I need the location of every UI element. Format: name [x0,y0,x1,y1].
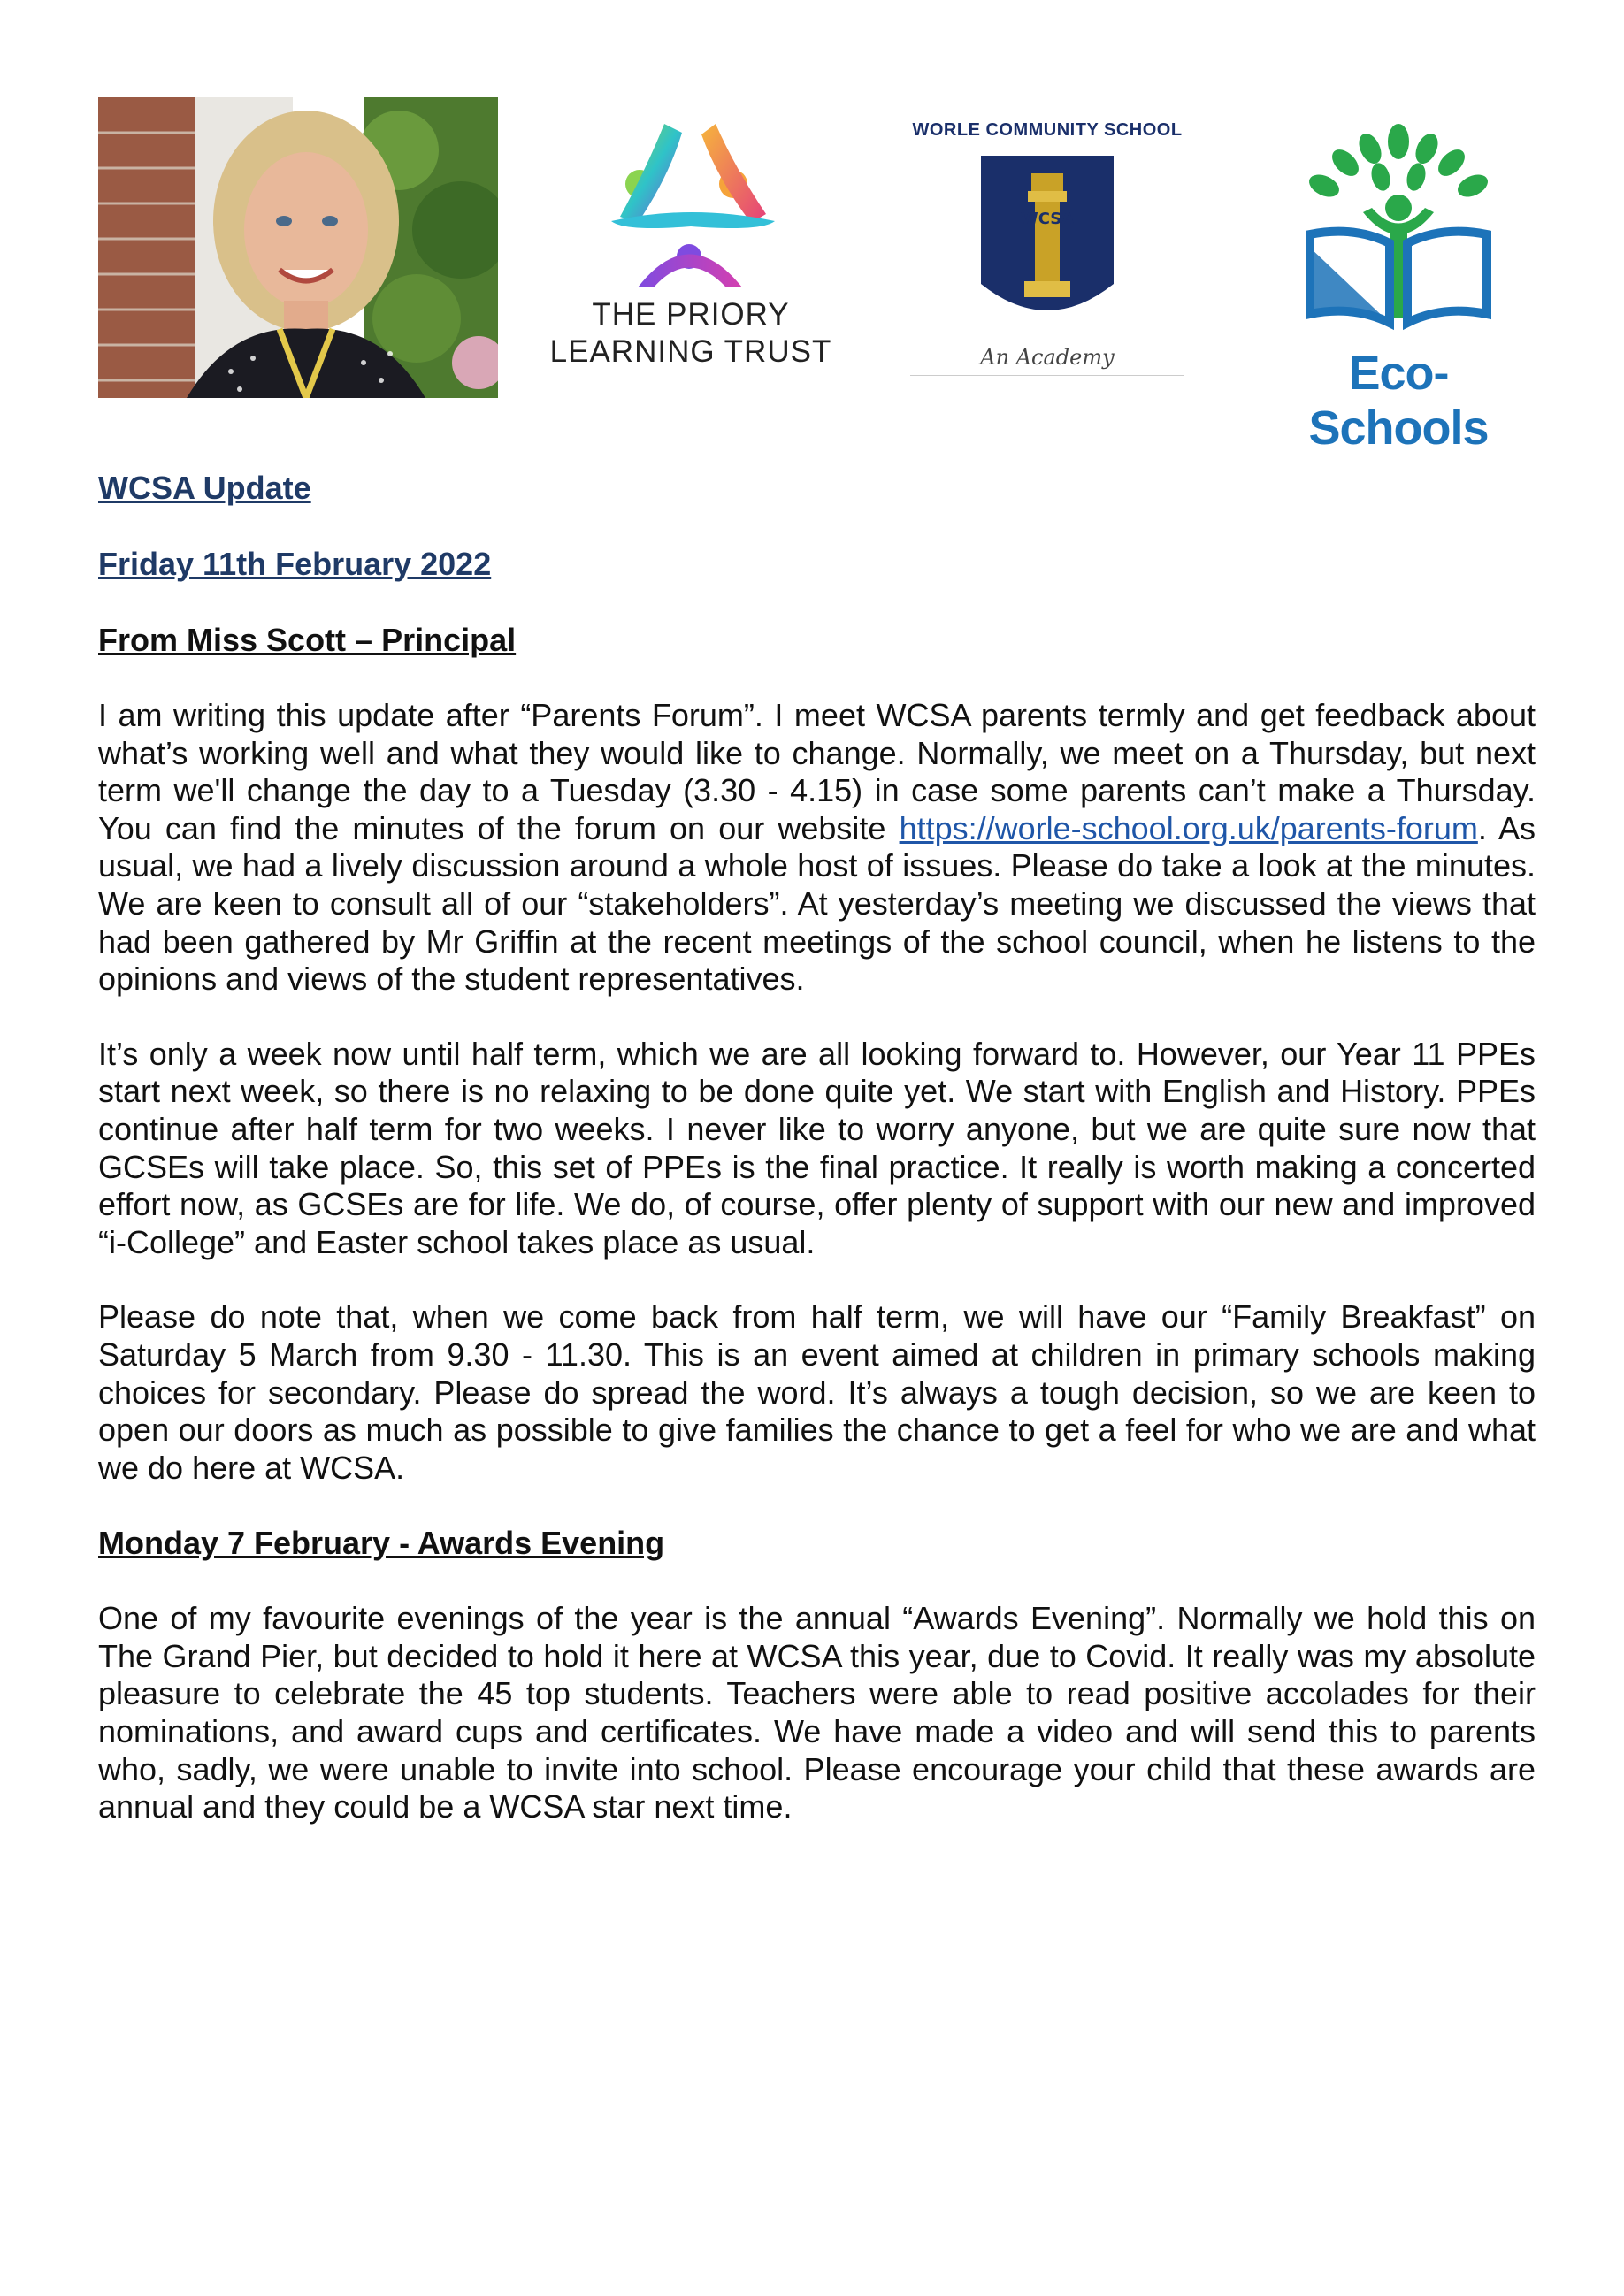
principal-photo [98,97,498,398]
priory-name-line1: THE PRIORY [592,297,790,332]
update-heading: WCSA Update [98,470,311,506]
worle-community-school-logo [901,115,1193,407]
priory-learning-trust-logo [549,115,832,407]
from-principal-heading: From Miss Scott – Principal [98,622,517,658]
p1-text-after-link: . As usual, we had a lively discussion around a whole host of issues. Please do take a look at the minutes. We are keen to consult all of our “stakeholders”. At yesterday’s meeting we discussed the views that had been gathered by Mr Griffin at the recent meetings of the school council, when he listens to the opinions and views of the student representatives. [98,809,1536,998]
p1-text-before-link: I am writing this update after “Parents Forum”. I meet WCSA parents termly and get feedback about what’s working well and what they would like to change. Normally, we meet on a Thursday, but next term we'll change the day to a Tuesday (3.30 - 4.15) in case some parents can’t make a Thursday. You can find the minutes of the forum on our website [98,697,1536,846]
paragraph-half-term-ppes: It’s only a week now until half term, which we are all looking forward to. However, our Year 11 PPEs start next week, so there is no relaxing to be done quite yet. We start with English and History. PPEs continue after half term for two weeks. I never like to worry anyone, but we are quite sure now that GCSEs will take place. So, this set of PPEs is the final practice. It really is worth making a concerted effort now, as GCSEs are for life. We do, of course, offer plenty of support with our new and improved “i-College” and Easter school takes place as usual. [98,1035,1536,1260]
eco-tree-book-icon [1292,124,1505,345]
wcs-divider [910,375,1184,376]
eco-schools-wordmark: Eco-Schools [1308,347,1489,455]
paragraph-parents-forum [98,697,1536,999]
awards-evening-heading: Monday 7 February - Awards Evening [98,1525,665,1562]
parents-forum-link[interactable]: https://worle-school.org.uk/parents-forum [899,809,1478,846]
date-heading: Friday 11th February 2022 [98,546,492,582]
paragraph-awards-evening: One of my favourite evenings of the year is the annual “Awards Evening”. Normally we hold this on The Grand Pier, but decided to hold it here at WCSA this year, due to Covid. It really was my absolute pleasure to celebrate the 45 top students. Teachers were able to read positive accolades for their nominations, and award cups and certificates. We have made a video and will send this to parents who, sadly, we were unable to invite into school. Please encourage your child that these awards are annual and they could be a WCSA star next time. [98,1600,1536,1825]
priory-name-line2: LEARNING TRUST [549,334,832,369]
wcs-tagline: An Academy [980,345,1115,370]
priory-figure-icon [585,115,797,292]
wcs-shield-letter-w: WCSA [1020,210,1075,228]
paragraph-family-breakfast: Please do note that, when we come back from half term, we will have our “Family Breakfast” on Saturday 5 March from 9.30 - 11.30. This is an event aimed at children in primary schools making choices for secondary. Please do spread the word. It’s always a tough decision, so we are keen to open our doors as much as possible to give families the chance to get a feel for who we are and what we do here at WCSA. [98,1298,1536,1486]
header-logos [98,97,1526,455]
wcs-shield-icon [977,151,1118,337]
wcs-title: WORLE COMMUNITY SCHOOL [912,120,1183,140]
newsletter-body [98,469,1536,1826]
eco-schools-logo [1266,124,1531,455]
